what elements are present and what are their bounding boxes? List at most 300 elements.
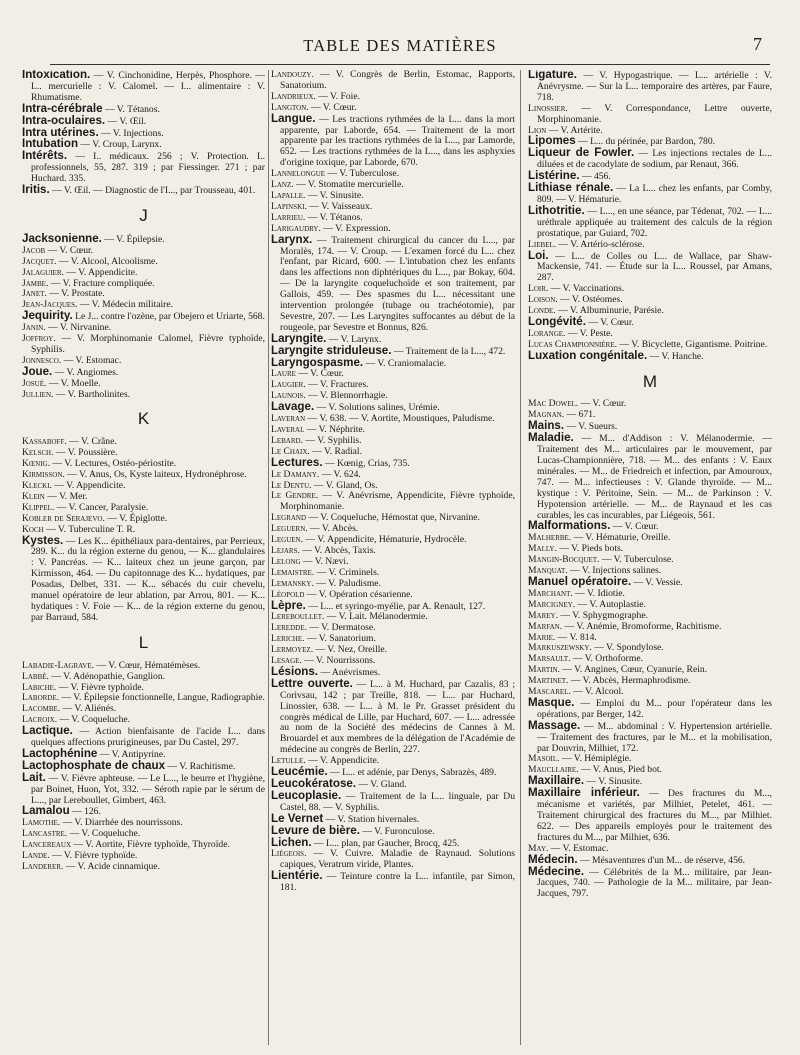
entry-author-name: Jambe.: [22, 277, 49, 289]
index-entry: [528, 148, 772, 171]
entry-author-name: Laveral: [271, 424, 305, 435]
entry-text: — V. Albuminurie, Parésie.: [555, 305, 664, 317]
entry-text: — Emploi du M... pour l'opérateur dans les opérations, par Berger, 142.: [537, 697, 772, 720]
entry-text: — V. Cœur.: [45, 244, 94, 256]
entry-author-name: Leguern.: [271, 523, 308, 535]
entry-text: — 126.: [69, 806, 101, 818]
entry-text: — I.. médicaux. 256 ; V. Protection. I.. professionnels, 55, 287. 319 ; par Fiessinger. 271 ; par Huchard. 335.: [31, 151, 265, 185]
entry-text: — Anévrismes.: [318, 666, 381, 678]
entry-author-name: Laure: [271, 368, 296, 380]
index-entry: [528, 240, 772, 251]
entry-headword: Lactophénine: [22, 746, 98, 760]
entry-author-name: Le Gendre.: [271, 490, 319, 502]
entry-text: — V. Dermatose.: [306, 622, 376, 634]
entry-headword: Loi.: [528, 248, 549, 262]
entry-author-name: Londe.: [528, 305, 556, 317]
entry-text: — V. Larynx.: [326, 333, 382, 345]
index-entry: [528, 864, 772, 901]
entry-headword: Liqueur de Fowler.: [528, 146, 635, 160]
entry-headword: Maxillaire.: [528, 774, 585, 788]
entry-text: — V. Néphrite.: [304, 424, 366, 435]
entry-text: — V. Épiglotte.: [104, 512, 168, 524]
entry-author-name: Leredde.: [271, 622, 307, 634]
entry-author-name: Jacob: [22, 244, 46, 256]
entry-author-name: Lesage.: [271, 655, 302, 667]
index-entry: [271, 676, 515, 756]
entry-text: — V. Correspondance, Lettre ouverte, Morphinomanie.: [537, 102, 772, 125]
entry-headword: Lèpre.: [271, 598, 306, 612]
entry-author-name: Jalaguier.: [22, 266, 64, 278]
entry-author-name: Lemansky.: [271, 577, 314, 589]
entry-headword: Massage.: [528, 718, 581, 732]
entry-author-name: Lebard.: [271, 434, 303, 446]
entry-author-name: Marie.: [528, 631, 556, 643]
entry-author-name: Lemaistre.: [271, 566, 315, 578]
entry-text: — V. Œil.: [105, 115, 147, 127]
entry-text: — V. Nævi.: [300, 555, 349, 567]
index-entry: [22, 334, 265, 356]
entry-text: — V. Appendicite.: [51, 480, 126, 491]
entry-headword: Jequirity.: [22, 309, 73, 323]
entry-text: — Célébrités de la M... militaire, par Jean-Jacques, 740. — Pathologie de la M... militaire, par Jean-Jacques, 797.: [537, 866, 772, 900]
entry-headword: Médecin.: [528, 852, 578, 866]
entry-text: — V. Craniomalacie.: [363, 357, 447, 369]
entry-headword: Ligature.: [528, 70, 577, 81]
entry-text: — V. Pieds bots.: [556, 543, 624, 555]
entry-author-name: Langton.: [271, 101, 309, 113]
entry-author-name: Lacroix.: [22, 714, 58, 726]
entry-text: — V. Injections salines.: [567, 565, 662, 577]
entry-text: — V. Orthoforme.: [570, 653, 643, 665]
entry-text: — L... à M. Huchard, par Cazalis, 83 ; Corivsau, 142 ; par Treille, 818. — L... par Huchard, Linossier, 638. — L... à M. le Pr. Grasset président du congrès médical de Lille, par Huchard, 607. — L... adressée au nom de la Société des médecins de Cannes à M. Brouardel et aux membres de la délégation de l'Académie de médecine au congrès de Berlin, 227.: [280, 678, 515, 756]
entry-text: — La L... chez les enfants, par Comby, 809. — V. Hématurie.: [537, 183, 772, 205]
index-entry: [22, 390, 265, 401]
entry-text: — V. Morphinomanie Calomel, Fièvre typhoïde, Syphilis.: [31, 333, 265, 355]
page-header: [0, 30, 800, 60]
entry-text: — V. Abcès.: [307, 523, 359, 535]
entry-text: — Les K... épithéliaux para-dentaires, par Perrieux, 289. K... du la région externe du genou, — K... glandulaires : V. Pancréas. — K... laiteux chez un jeune garçon, par Kirmisson, 464. — Du capitonnage des K... hydatiques, par Posadas, Delbet, 331. — K... sébacés du cuir chevelu, manuel opératoire de leur ablation, par Arrou, 801. — K... hydatiques : V. Foie — K... de la région externe du genou, par Barraud, 584.: [31, 535, 265, 623]
entry-author-name: Kelsch.: [22, 447, 54, 459]
entry-headword: Le Vernet: [271, 811, 324, 825]
entry-text: — V. Angines, Cœur, Cyanurie, Rein.: [559, 664, 708, 676]
entry-text: — V. Tuberculine T. R.: [43, 523, 136, 535]
entry-text: — V. Appendicite.: [63, 266, 138, 278]
entry-text: — V. Estomac.: [548, 842, 609, 854]
entry-author-name: Lacombe.: [22, 703, 61, 715]
entry-text: — V. 624.: [319, 468, 361, 480]
entry-headword: Iritis.: [22, 183, 50, 197]
entry-author-name: Le Damany.: [271, 468, 320, 480]
entry-headword: Jacksonienne.: [22, 231, 102, 245]
entry-author-name: Jonnesco.: [22, 354, 62, 366]
entry-text: — V. Coqueluche.: [67, 828, 141, 840]
entry-headword: Levure de bière.: [271, 823, 360, 837]
entry-headword: Leucoplasie.: [271, 788, 342, 802]
entry-author-name: Leriche.: [271, 633, 305, 645]
entry-text: — V. Fièvre typhoïde.: [49, 850, 138, 862]
section-letter: K: [137, 409, 150, 429]
entry-headword: Intubation: [22, 137, 79, 151]
entry-text: — V. Croup, Larynx.: [78, 139, 162, 151]
index-entry: [528, 104, 772, 126]
entry-author-name: Launois.: [271, 390, 306, 402]
column-divider: [520, 70, 521, 1045]
entry-headword: Lésions.: [271, 664, 319, 678]
entry-headword: Larynx.: [271, 232, 313, 246]
entry-headword: Lientérie.: [271, 869, 323, 883]
entry-author-name: Le Chaix.: [271, 445, 310, 457]
entry-author-name: Landouzy.: [271, 70, 314, 80]
entry-text: — V. Cœur.: [585, 316, 634, 328]
entry-author-name: Landerer.: [22, 861, 64, 872]
entry-author-name: Le Dentu.: [271, 479, 312, 491]
entry-author-name: Joffroy.: [22, 333, 56, 345]
entry-text: — V. Foie.: [315, 90, 360, 102]
entry-headword: Lipomes: [528, 134, 576, 148]
entry-text: — V. Nirvanine.: [45, 322, 112, 334]
entry-text: — V. Sinusite.: [584, 776, 643, 788]
entry-text: — V. Adénopathie, Ganglion.: [48, 670, 166, 682]
entry-headword: Laryngospasme.: [271, 355, 364, 369]
entry-headword: Lamalou: [22, 804, 70, 818]
entry-text: — 456.: [579, 171, 611, 183]
entry-headword: Listérine.: [528, 169, 580, 183]
entry-author-name: Klippel.: [22, 501, 55, 513]
entry-text: — V. Gland.: [356, 779, 407, 790]
entry-headword: Maladie.: [528, 431, 574, 445]
entry-text: — V. Tétanos.: [102, 103, 160, 115]
entry-author-name: May.: [528, 842, 549, 854]
entry-author-name: Lamothe.: [22, 817, 61, 829]
index-entry: [271, 70, 515, 92]
index-column-2: [271, 70, 515, 1045]
entry-author-name: Martin.: [528, 664, 560, 676]
entry-text: — V. Lait. Mélanodermie.: [324, 611, 428, 623]
entry-text: — V. Ostéomes.: [557, 294, 623, 306]
entry-author-name: Lucas Championnière.: [528, 338, 618, 350]
section-letter: M: [642, 371, 658, 391]
entry-text: — V. Rachitisme.: [165, 760, 236, 772]
entry-author-name: Marfan.: [528, 620, 563, 632]
entry-text: — V. Vaisseaux.: [306, 200, 373, 212]
entry-text: — M... abdominal : V. Hypertension artérielle. — Traitement des fractures, par le M... et la mobilisation, par Douvrin, Milhiet, 172.: [537, 720, 772, 754]
entry-author-name: Jean-Jacques.: [22, 299, 78, 311]
entry-text: — V. Anus, Pied bot.: [578, 764, 662, 776]
entry-text: — Les injections rectales de L... diluées et de cacodylate de sodium, par Renaut, 366.: [537, 148, 772, 171]
entry-text: — V. Hypogastrique. — L... artérielle : V. Anévrysme. — Sur la L... temporaire des artères, par Faure, 718.: [537, 70, 772, 103]
entry-headword: Leucémie.: [271, 765, 328, 779]
index-entry: [271, 871, 515, 894]
entry-headword: Lithotritie.: [528, 203, 585, 217]
entry-author-name: Labiche.: [22, 681, 57, 693]
entry-headword: Lait.: [22, 770, 46, 784]
entry-text: — Kœnig, Crias, 735.: [322, 457, 410, 469]
index-entry: [271, 849, 515, 871]
entry-text: — V. Tétanos.: [305, 211, 363, 223]
entry-text: — V. Paludisme.: [313, 577, 381, 589]
entry-author-name: Lereboullet.: [271, 611, 325, 623]
entry-text: — V. Opération césarienne.: [304, 588, 413, 600]
entry-text: — V. Vessie.: [631, 576, 683, 588]
entry-text: — V. Estomac.: [61, 354, 122, 366]
entry-text: — V. Cœur.: [308, 101, 357, 113]
entry-headword: Joue.: [22, 364, 53, 378]
entry-headword: Lactophosphate de chaux: [22, 758, 166, 772]
entry-headword: Maxillaire inférieur.: [528, 786, 640, 800]
entry-text: — V. Prostate.: [46, 288, 105, 300]
entry-text: — V. Moelle.: [46, 377, 101, 389]
entry-text: — V. Blennorrhagie.: [305, 390, 388, 402]
entry-text: — V. Aliénés.: [60, 703, 117, 715]
index-entry: [271, 788, 515, 814]
entry-text: — V. Sphygmographe.: [557, 609, 648, 621]
column-divider: [268, 70, 269, 1045]
entry-text: — 671.: [564, 409, 596, 421]
entry-headword: Lettre ouverte.: [271, 676, 353, 690]
entry-headword: Médecine.: [528, 864, 585, 878]
entry-text: — V. Sanatorium.: [304, 633, 376, 645]
entry-text: — V. Fièvre typhoïde.: [56, 681, 144, 693]
entry-headword: Intoxication.: [22, 70, 91, 81]
index-entry: [22, 758, 265, 773]
entry-author-name: Lelong: [271, 555, 301, 567]
entry-text: — V. Hématurie, Oreille.: [571, 532, 671, 544]
index-entry: [271, 491, 515, 513]
entry-text: — V. Anévrisme, Appendicite, Fièvre typhoïde, Morphinomanie.: [280, 490, 515, 513]
entry-text: — V. Épilepsie fonctionnelle, Langue, Radiographie.: [59, 692, 265, 704]
entry-text: — L..., en une séance, par Tédenat, 702. — L... uréthrale appliquée au traitement des calculs de la région prostatique, par Guiard, 702.: [537, 205, 772, 239]
entry-text: — V. Aortite, Fièvre typhoïde, Thyroïde.: [71, 839, 230, 851]
entry-author-name: Malherbe.: [528, 532, 572, 544]
index-entry: [528, 70, 772, 104]
index-column-1: [22, 70, 265, 1045]
entry-author-name: Martinet.: [528, 675, 569, 687]
entry-text: — V. Solutions salines, Urémie.: [314, 402, 440, 414]
entry-author-name: Lorange.: [528, 327, 566, 339]
entry-author-name: Manquat.: [528, 565, 568, 577]
entry-text: — V. Criminels.: [314, 566, 380, 578]
entry-text: — V. Gland, Os.: [311, 479, 378, 491]
entry-author-name: Leguen.: [271, 534, 303, 546]
index-entry: [528, 788, 772, 844]
entry-author-name: Liebel.: [528, 238, 557, 250]
entry-author-name: Mally.: [528, 543, 557, 555]
entry-author-name: Klein: [22, 490, 45, 502]
entry-headword: Intra-cérébrale: [22, 101, 103, 115]
entry-text: — V. Artérite.: [546, 124, 603, 136]
entry-author-name: Kirmisson.: [22, 469, 65, 481]
entry-text: — V. Syphilis.: [302, 434, 362, 446]
entry-author-name: Lande.: [22, 850, 50, 862]
entry-author-name: Lapalle.: [271, 189, 306, 201]
entry-text: — V. Acide cinnamique.: [63, 861, 160, 872]
entry-text: — V. Nourrissons.: [301, 655, 376, 667]
entry-text: — V. Vaccinations.: [548, 283, 625, 295]
entry-text: — V. Cinchonidine, Herpès, Phosphore. — L.. mercurielle : V. Calomel. — I... alimentaire : V. Rhumatisme.: [31, 70, 265, 103]
entry-author-name: Mascarel.: [528, 686, 571, 698]
entry-text: — V. Sueurs.: [564, 421, 618, 433]
entry-text: — V. Alcool.: [570, 686, 624, 698]
entry-headword: Lichen.: [271, 835, 312, 849]
entry-text: — V. Crâne.: [66, 436, 117, 448]
index-entry: [22, 356, 265, 367]
index-entry: [22, 70, 265, 104]
entry-text: — V. Tuberculose.: [325, 168, 400, 180]
index-column-3: [528, 70, 772, 1045]
entry-author-name: Letulle.: [271, 755, 306, 767]
entry-text: — V. Diarrhée des nourrissons.: [60, 817, 183, 829]
entry-text: — V. Idiotie.: [572, 587, 625, 599]
index-entry: [528, 248, 772, 285]
entry-text: — V. Anus, Os, Kyste laiteux, Hydronéphrose.: [64, 469, 247, 481]
entry-author-name: Lejars.: [271, 544, 300, 556]
entry-text: — V. Artério-sclérose.: [556, 238, 645, 250]
entry-author-name: Léopold: [271, 588, 305, 600]
entry-text: — V. Cancer, Paralysie.: [54, 501, 149, 513]
entry-text: — V. Antipyrine.: [97, 748, 166, 760]
index-entry: [528, 695, 772, 721]
entry-text: — L... du périnée, par Bardon, 780.: [575, 136, 716, 148]
entry-author-name: Liégeois.: [271, 848, 307, 860]
index-entry: [22, 185, 265, 197]
entry-text: — V. Bartholinites.: [53, 388, 131, 400]
entry-headword: Masque.: [528, 695, 575, 709]
entry-author-name: Lapinski.: [271, 200, 307, 212]
entry-text: — V. Station hivernales.: [323, 813, 420, 825]
index-entry: [22, 770, 265, 807]
entry-text: — Les tractions rythmées de la L... dans la mort apparente, par Laborde, 654. — Traitement de la mort apparente par les tractions rythmées de la L..., par Lamorde, 652. — Les tractions rythmées de la L..., dans les asphyxies d'origine toxique, par Laborde, 670.: [280, 113, 515, 169]
entry-text: — V. Poussière.: [53, 447, 118, 459]
entry-author-name: Josué.: [22, 377, 47, 389]
entry-author-name: Labadie-Lagrave.: [22, 659, 95, 671]
entry-text: — L... plan, par Gaucher, Brocq, 425.: [311, 837, 460, 849]
entry-author-name: Klecki.: [22, 480, 52, 491]
entry-text: — V. Appendicite.: [305, 755, 380, 767]
entry-author-name: Masoil.: [528, 753, 560, 765]
index-entry: [528, 433, 772, 521]
entry-headword: Intra-oculaires.: [22, 113, 106, 127]
entry-author-name: Larrieu.: [271, 211, 306, 223]
entry-text: — V. Cœur.: [295, 368, 344, 380]
entry-headword: Mains.: [528, 419, 565, 433]
entry-author-name: Marey.: [528, 609, 558, 621]
entry-text: — Action bienfaisante de l'acide L... dans quelques affections prurigineuses, par Du Castel, 297.: [31, 726, 265, 749]
entry-author-name: Marcigney.: [528, 598, 576, 610]
entry-text: — V. Cuivre. Maladie de Raynaud. Solutions capiques, Veratrum viride, Plantes.: [280, 848, 515, 871]
entry-text: — V. Injections.: [98, 127, 164, 139]
entry-text: — Traitement chirurgical du cancer du L..., par Moralès, 174. — V. Croup. — L'examen forcé du L... chez l'enfant, par Ricard, 600. — L'intubation chez les enfants dans les affections non diphtériques du L..., par Bokay, 604. — De la laryngite coqueluchoïde et son traitement, par Gallois, 459. — Des spasmes du L... nécessitant une intervention prolongée (tubage ou trachéotomie), par Sevestre, 207. — Les Laryngites suffocantes au début de la rougeole, par Sevestre et Bonnus, 826.: [280, 234, 515, 333]
entry-headword: Leucokératose.: [271, 777, 357, 790]
entry-author-name: Marsault.: [528, 653, 571, 665]
entry-text: — V. Appendicite, Hématurie, Hydrocèle.: [302, 534, 467, 546]
entry-author-name: Mac Dowel.: [528, 398, 579, 410]
entry-text: — V. Autoplastie.: [575, 598, 646, 610]
entry-author-name: Magnan.: [528, 409, 565, 421]
index-entry: [528, 718, 772, 755]
index-entry: [22, 862, 265, 873]
entry-author-name: Janet.: [22, 288, 47, 300]
entry-author-name: Laborde.: [22, 692, 60, 704]
entry-headword: Kystes.: [22, 533, 64, 547]
page-title: TABLE DES MATIÈRES: [303, 36, 497, 55]
entry-author-name: Laugier.: [271, 379, 306, 391]
entry-text: — V. Cœur.: [610, 521, 659, 533]
entry-headword: Lithiase rénale.: [528, 181, 614, 195]
entry-author-name: Lancereaux: [22, 839, 72, 851]
entry-headword: Laryngite striduleuse.: [271, 343, 392, 357]
entry-text: — Mésaventures d'un M... de réserve, 456.: [577, 854, 746, 866]
section-letter: L: [138, 632, 149, 652]
entry-text: — V. Fièvre aphteuse. — Le L..., le beurre et l'hygiène, par Boinet, Huon, Yot, 332. — Séroth rapie par le sérum de L..., par Lereboullet, Gimbert, 463.: [31, 772, 265, 806]
entry-text: — V. Lectures, Ostéo-périostite.: [50, 458, 177, 470]
entry-text: — V. Fracture compliquée.: [48, 277, 155, 289]
entry-text: — L... et syringo-myélie, par A. Renault, 127.: [305, 600, 486, 612]
entry-text: — V. Œil. — Diagnostic de l'I..., par Trousseau, 401.: [49, 185, 256, 197]
entry-author-name: Koch: [22, 523, 44, 535]
index-entry: [528, 183, 772, 206]
entry-text: — V. Cœur.: [578, 398, 627, 410]
entry-headword: Lactique.: [22, 724, 73, 738]
page-number: 7: [753, 34, 762, 54]
entry-text: — V. Médecin militaire.: [77, 299, 174, 311]
entry-author-name: Lancastre.: [22, 828, 68, 840]
entry-text: — V. Furonculose.: [359, 825, 435, 837]
entry-text: — V. Coqueluche, Hémostat que, Nirvanine.: [306, 512, 480, 524]
entry-text: — V. Nez, Oreille.: [313, 644, 388, 656]
entry-text: — V. Angiomes.: [52, 366, 119, 378]
entry-text: — V. Coqueluche.: [57, 714, 131, 726]
entry-text: — V. 814.: [555, 631, 597, 643]
header-rule: [50, 64, 770, 65]
entry-text: — V. Anémie, Bromoforme, Rachitisme.: [562, 620, 722, 632]
entry-author-name: Jullien.: [22, 388, 54, 400]
entry-headword: Longévité.: [528, 314, 586, 328]
index-entry: [22, 726, 265, 749]
entry-text: — V. Abcès, Taxis.: [299, 544, 376, 556]
entry-author-name: Loir.: [528, 283, 549, 295]
entry-text: — V. Abcès, Hermaphrodisme.: [568, 675, 691, 687]
entry-text: — V. 638. — V. Aortite, Moustiques, Paludisme.: [305, 413, 495, 425]
entry-text: — V. Peste.: [565, 327, 613, 339]
entry-text: — V. Cœur, Hématémèses.: [94, 659, 201, 671]
entry-text: — V. Épilepsie.: [101, 233, 165, 245]
entry-text: — Traitement de la L..., 472.: [391, 345, 506, 357]
entry-text: — V. Expression.: [320, 222, 391, 234]
entry-headword: Laryngite.: [271, 331, 327, 345]
entry-text: — V. Spondylose.: [591, 642, 664, 654]
entry-text: — V. Hémiplégie.: [559, 753, 632, 765]
entry-author-name: Janin.: [22, 322, 46, 334]
index-entry: [528, 410, 772, 421]
entry-headword: Lectures.: [271, 455, 323, 469]
entry-text: — Teinture contre la L... infantile, par Simon, 181.: [280, 871, 515, 894]
entry-author-name: Loison.: [528, 294, 558, 306]
index-entry: [271, 232, 515, 334]
index-entry: [528, 348, 772, 363]
entry-text: — V. Bicyclette, Gigantisme. Poitrine.: [617, 338, 768, 350]
entry-author-name: Landrieux.: [271, 90, 316, 102]
entry-text: — M... d'Addison : V. Mélanodermie. — Traitement des M... articulaires par le mouvement, par Lucas-Championnière, 718. — M... des enfants : V. Eaux minérales. — M... de Friedreich et infection, par Amouroux, 747. — M... infectieuses : V. Glande thyroïde. — M... kystique : V. Péritoine, Sein. — M... de Parkinson : V. Hypotension artérielle. — M... de Raynaud et les cas curables, les cas incurables, par Liégeois, 561.: [537, 433, 772, 521]
entry-author-name: Mangin-Bocquet.: [528, 554, 600, 566]
entry-author-name: Kobler de Serajevo.: [22, 512, 105, 524]
entry-headword: Manuel opératoire.: [528, 574, 632, 588]
entry-author-name: Labbé.: [22, 670, 49, 682]
entry-author-name: Lanz.: [271, 179, 294, 191]
index-entry: [22, 533, 265, 624]
entry-text: — V. Congrès de Berlin, Estomac, Rapports, Sanatorium.: [280, 70, 515, 91]
entry-text: — V. Tuberculose.: [599, 554, 674, 566]
entry-author-name: Larigaudry.: [271, 222, 321, 234]
